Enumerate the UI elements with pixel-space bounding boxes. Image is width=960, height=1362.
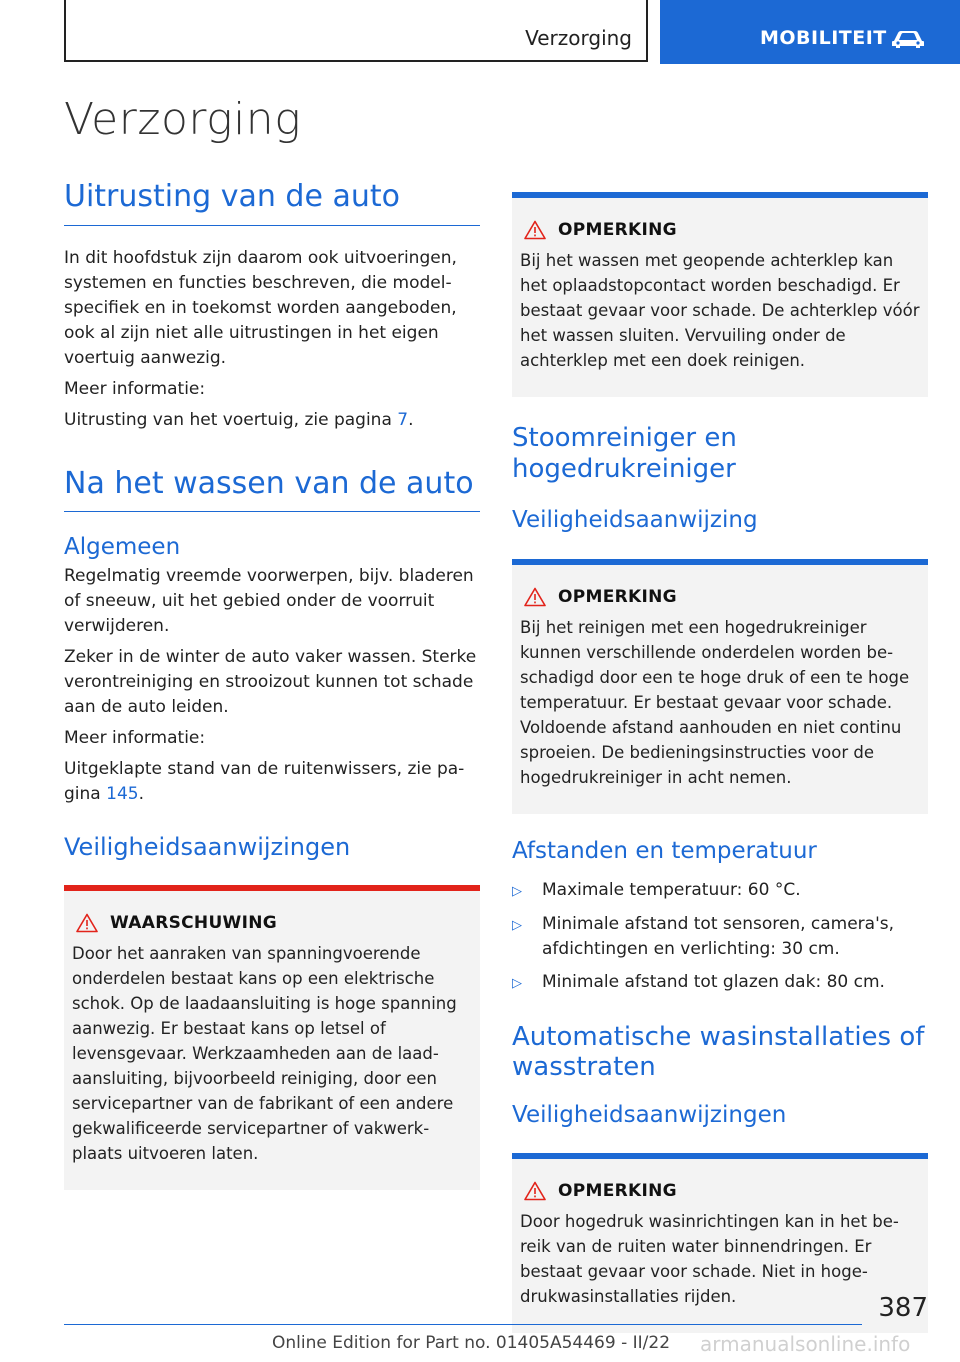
notice-text: Bij het reinigen met een hogedrukreiniger kunnen verschillende onderdelen worden beschadigd door een te hoge druk of een te hoge temperatuur. Er bestaat gevaar voor schade. Voldoende afstand aanhouden en niet continu sproeien. De bedieningsinstructies voor de hogedrukreiniger in acht nemen. bbox=[520, 617, 910, 787]
footer-divider bbox=[64, 1324, 862, 1325]
notice-box-tailgate bbox=[512, 192, 928, 397]
page-link[interactable]: 7 bbox=[397, 409, 409, 430]
carwash-heading: Automatische wasinstallaties of wasstraten bbox=[512, 1021, 925, 1082]
notice-label: OPMERKING bbox=[558, 220, 677, 240]
safety-heading: Veiligheidsaanwijzingen bbox=[64, 832, 351, 861]
warning-triangle-icon bbox=[524, 1181, 546, 1201]
page-header bbox=[0, 0, 960, 66]
distances-list bbox=[512, 878, 928, 996]
list-item: ▷ Maximale temperatuur: 60 °C. bbox=[512, 878, 928, 904]
section-label: Verzorging bbox=[525, 26, 632, 50]
chapter-tab bbox=[660, 0, 960, 64]
equipment-paragraph: In dit hoofdstuk zijn daarom ook uitvoeringen, systemen en functies beschreven, die modelspecifiek en in toekomst worden aangeboden, ook al zijn niet alle uitrustingen in het eigen voertuig aanwezig. bbox=[64, 247, 457, 368]
warning-text: Door het aanraken van spanningvoerende onderdelen bestaat kans op een elektrische schok. Op de laadaansluiting is hoge spanning aanwezig. Er bestaat kans op letsel of levensgevaar. Werkzaamheden aan de laadaansluiting, bijvoorbeeld reiniging, door een servicepartner van de fabrikant of een andere gekwalificeerde servicepartner of vakwerkplaats uitvoeren laten. bbox=[72, 944, 457, 1164]
edition-text: Online Edition for Part no. 01405A54469 - II/22 bbox=[272, 1333, 671, 1353]
list-item: ▷ Minimale afstand tot sensoren, camera's, afdichtingen en verlichting: 30 cm. bbox=[512, 912, 928, 962]
chapter-label: MOBILITEIT bbox=[760, 27, 887, 49]
bullet-triangle-icon: ▷ bbox=[512, 917, 522, 933]
wiper-reference: Uitgeklapte stand van de ruitenwissers, zie pagina 145. bbox=[64, 758, 465, 804]
after-wash-heading: Na het wassen van de auto bbox=[64, 467, 480, 513]
page-link[interactable]: 145 bbox=[106, 783, 139, 804]
notice-label: OPMERKING bbox=[558, 586, 677, 607]
general-paragraph-2: Zeker in de winter de auto vaker wassen. Sterke verontreiniging en strooizout kunnen tot schade aan de auto leiden. bbox=[64, 646, 477, 717]
general-heading: Algemeen bbox=[64, 534, 181, 560]
warning-triangle-icon bbox=[76, 913, 98, 933]
warning-triangle-icon bbox=[524, 587, 546, 607]
warning-triangle-icon bbox=[524, 220, 546, 240]
notice-text: Bij het wassen met geopende achterklep kan het oplaadstopcontact worden beschadigd. Er bestaat gevaar voor schade. De achterklep vóór het wassen sluiten. Vervuiling onder de achterklep met een doek reinigen. bbox=[520, 251, 920, 370]
equipment-reference: Uitrusting van het voertuig, zie pagina 7. bbox=[64, 409, 414, 430]
equipment-heading: Uitrusting van de auto bbox=[64, 180, 480, 226]
right-column bbox=[512, 192, 928, 1333]
more-info-label: Meer informatie: bbox=[64, 378, 206, 399]
bullet-triangle-icon: ▷ bbox=[512, 883, 522, 899]
safety-heading: Veiligheidsaanwijzingen bbox=[512, 1101, 787, 1128]
steam-cleaner-heading: Stoomreiniger en hogedrukreiniger bbox=[512, 423, 737, 485]
notice-text: Door hogedruk wasinrichtingen kan in het bereik van de ruiten water binnendringen. Er bestaat gevaar voor schade. Niet in hogedrukwasinstallaties rijden. bbox=[520, 1212, 899, 1307]
warning-box bbox=[64, 885, 480, 1190]
section-tab bbox=[64, 0, 648, 62]
left-column bbox=[64, 180, 480, 1190]
notice-label: OPMERKING bbox=[558, 1181, 677, 1202]
bullet-triangle-icon: ▷ bbox=[512, 975, 522, 991]
notice-header bbox=[520, 220, 920, 240]
notice-box-carwash bbox=[512, 1153, 928, 1333]
watermark: armanualsonline.info bbox=[700, 1332, 911, 1356]
distances-heading: Afstanden en temperatuur bbox=[512, 837, 817, 864]
page-title: Verzorging bbox=[64, 94, 302, 145]
general-paragraph-1: Regelmatig vreemde voorwerpen, bijv. bladeren of sneeuw, uit het gebied onder de voorruit verwijderen. bbox=[64, 565, 474, 636]
more-info-label: Meer informatie: bbox=[64, 727, 206, 748]
list-item: ▷ Minimale afstand tot glazen dak: 80 cm. bbox=[512, 970, 928, 996]
safety-heading: Veiligheidsaanwijzing bbox=[512, 507, 758, 534]
notice-header bbox=[520, 1181, 920, 1201]
warning-label: WAARSCHUWING bbox=[110, 913, 278, 934]
notice-box-pressure bbox=[512, 559, 928, 814]
page-number: 387 bbox=[878, 1293, 928, 1323]
car-icon bbox=[890, 28, 926, 50]
notice-header bbox=[520, 587, 920, 607]
warning-header bbox=[72, 913, 472, 933]
